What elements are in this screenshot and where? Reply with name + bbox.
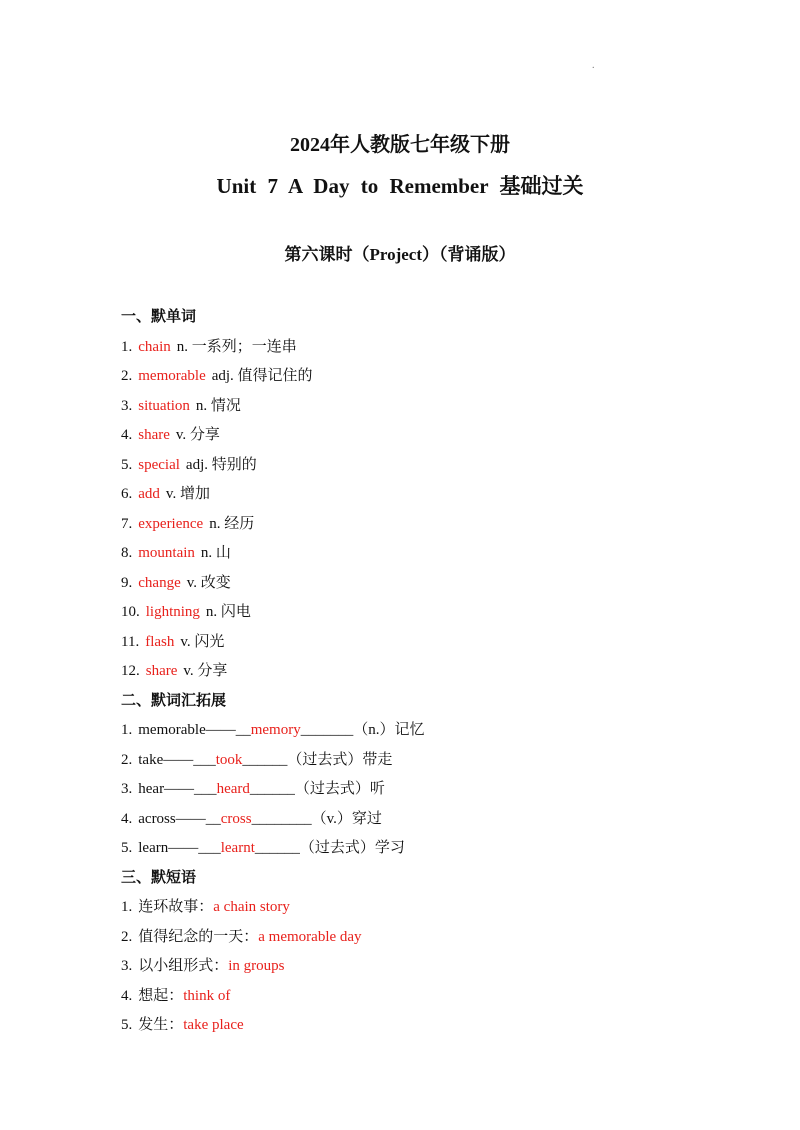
word-meaning: n. 闪电 bbox=[205, 604, 251, 620]
answer-word: cross bbox=[220, 810, 252, 827]
vocab-item bbox=[121, 542, 721, 572]
word-form-note: ______（过去式）学习 bbox=[254, 840, 405, 856]
item-number: 7. bbox=[121, 515, 133, 532]
item-number: 5. bbox=[121, 456, 133, 473]
word-meaning: v. 分享 bbox=[183, 663, 228, 679]
base-word: hear——___ bbox=[138, 781, 217, 797]
phrase-item bbox=[121, 985, 721, 1015]
extension-item bbox=[121, 719, 721, 749]
item-number: 4. bbox=[121, 987, 133, 1004]
item-number: 12. bbox=[121, 663, 140, 679]
extension-item bbox=[121, 808, 721, 838]
answer-word: experience bbox=[138, 515, 204, 532]
answer-word: flash bbox=[145, 633, 175, 650]
phrase-chinese: 发生： bbox=[138, 1017, 184, 1033]
vocab-item bbox=[121, 660, 721, 690]
answer-word: took bbox=[215, 751, 243, 768]
item-number: 1. bbox=[121, 338, 133, 355]
answer-word: special bbox=[138, 456, 180, 473]
word-meaning: n. 经历 bbox=[209, 515, 255, 532]
item-number: 8. bbox=[121, 545, 133, 561]
word-form-note: ______（过去式）听 bbox=[249, 781, 385, 797]
answer-phrase: in groups bbox=[228, 958, 285, 974]
item-number: 11. bbox=[121, 633, 140, 650]
word-form-note: ________（v.）穿过 bbox=[251, 810, 382, 827]
worksheet-content bbox=[121, 306, 721, 1044]
answer-word: memory bbox=[250, 722, 301, 738]
phrase-item bbox=[121, 955, 721, 985]
vocabulary-list bbox=[121, 336, 721, 690]
word-form-note: _______（n.）记忆 bbox=[300, 722, 425, 738]
vocab-item bbox=[121, 365, 721, 395]
answer-word: heard bbox=[216, 781, 250, 797]
phrase-chinese: 以小组形式： bbox=[138, 958, 229, 974]
answer-word: share bbox=[145, 663, 178, 679]
item-number: 2. bbox=[121, 368, 133, 384]
word-meaning: v. 改变 bbox=[186, 574, 231, 591]
document-title: 2024年人教版七年级下册 bbox=[290, 134, 510, 156]
phrase-chinese: 值得纪念的一天： bbox=[138, 928, 259, 945]
vocab-item bbox=[121, 424, 721, 454]
item-number: 6. bbox=[121, 486, 133, 502]
word-form-note: ______（过去式）带走 bbox=[242, 751, 393, 768]
base-word: memorable——__ bbox=[138, 722, 251, 738]
answer-word: memorable bbox=[138, 368, 206, 384]
item-number: 1. bbox=[121, 722, 133, 738]
base-word: across——__ bbox=[138, 810, 221, 827]
vocab-item bbox=[121, 513, 721, 543]
answer-word: learnt bbox=[220, 840, 255, 856]
answer-word: chain bbox=[138, 338, 171, 355]
corner-mark: . bbox=[592, 60, 595, 71]
item-number: 2. bbox=[121, 928, 133, 945]
extension-item bbox=[121, 778, 721, 808]
phrase-chinese: 连环故事： bbox=[138, 899, 214, 915]
word-meaning: v. 闪光 bbox=[180, 633, 225, 650]
vocab-item bbox=[121, 395, 721, 425]
section3-heading: 三、默短语 bbox=[121, 869, 197, 886]
word-meaning: v. 增加 bbox=[165, 486, 210, 502]
item-number: 5. bbox=[121, 840, 133, 856]
word-meaning: v. 分享 bbox=[175, 427, 220, 443]
word-extension-list bbox=[121, 719, 721, 867]
answer-word: add bbox=[138, 486, 160, 502]
item-number: 1. bbox=[121, 899, 133, 915]
phrase-item bbox=[121, 896, 721, 926]
answer-phrase: a memorable day bbox=[258, 928, 362, 945]
answer-phrase: take place bbox=[183, 1017, 244, 1033]
phrase-item bbox=[121, 1014, 721, 1044]
phrase-item bbox=[121, 926, 721, 956]
answer-word: change bbox=[138, 574, 181, 591]
item-number: 4. bbox=[121, 427, 133, 443]
word-meaning: adj. 值得记住的 bbox=[211, 368, 313, 384]
base-word: take——___ bbox=[138, 751, 216, 768]
vocab-item bbox=[121, 483, 721, 513]
extension-item bbox=[121, 837, 721, 867]
word-meaning: n. 山 bbox=[200, 545, 231, 561]
lesson-title: 第六课时（Project）（背诵版） bbox=[284, 245, 516, 264]
vocab-item bbox=[121, 631, 721, 661]
item-number: 4. bbox=[121, 810, 133, 827]
item-number: 3. bbox=[121, 958, 133, 974]
vocab-item bbox=[121, 336, 721, 366]
unit-title: Unit 7 A Day to Remember 基础过关 bbox=[216, 174, 584, 198]
answer-word: share bbox=[138, 427, 170, 443]
word-meaning: n. 情况 bbox=[195, 397, 241, 414]
answer-phrase: think of bbox=[183, 987, 231, 1004]
item-number: 5. bbox=[121, 1017, 133, 1033]
phrase-list bbox=[121, 896, 721, 1044]
answer-word: mountain bbox=[138, 545, 195, 561]
section1-heading: 一、默单词 bbox=[121, 309, 197, 325]
item-number: 3. bbox=[121, 397, 133, 414]
extension-item bbox=[121, 749, 721, 779]
item-number: 10. bbox=[121, 604, 140, 620]
answer-word: lightning bbox=[145, 604, 200, 620]
base-word: learn——___ bbox=[138, 840, 221, 856]
vocab-item bbox=[121, 454, 721, 484]
word-meaning: adj. 特别的 bbox=[185, 456, 257, 473]
item-number: 9. bbox=[121, 574, 133, 591]
vocab-item bbox=[121, 572, 721, 602]
answer-word: situation bbox=[138, 397, 190, 414]
phrase-chinese: 想起： bbox=[138, 987, 184, 1004]
answer-phrase: a chain story bbox=[213, 899, 290, 915]
item-number: 2. bbox=[121, 751, 133, 768]
item-number: 3. bbox=[121, 781, 133, 797]
section2-heading: 二、默词汇拓展 bbox=[121, 692, 227, 709]
vocab-item bbox=[121, 601, 721, 631]
word-meaning: n. 一系列；一连串 bbox=[176, 338, 297, 355]
